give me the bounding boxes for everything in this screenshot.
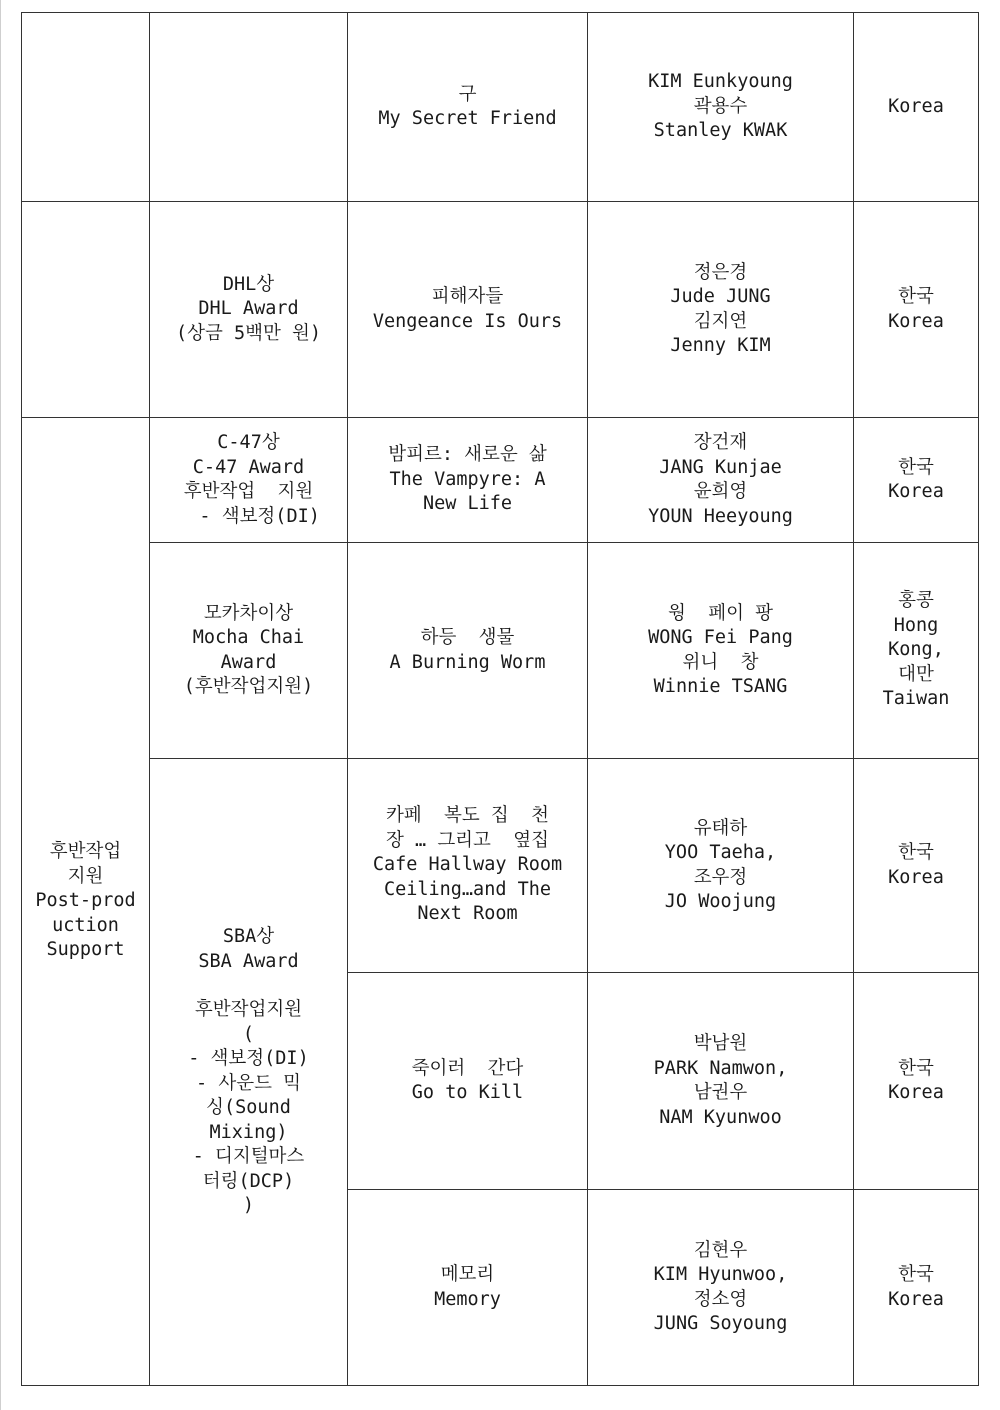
table-row (22, 418, 979, 543)
film-line: 죽이러 간다 (411, 1057, 524, 1079)
film-cell (348, 418, 588, 543)
country-line: 대만 (898, 663, 934, 685)
country-line: Korea (888, 1082, 944, 1103)
award-cell (150, 202, 348, 418)
country-cell (854, 759, 979, 973)
director-cell (588, 759, 854, 973)
director-line: 김현우 (693, 1239, 748, 1261)
category-line: 지원 (67, 865, 104, 887)
film-line: Ceiling…and The (383, 878, 552, 900)
director-line: YOO Taeha, (664, 842, 777, 863)
director-line: 정소영 (693, 1288, 748, 1310)
award-cell (150, 13, 348, 202)
director-line: 윤희영 (693, 481, 748, 502)
country-cell (854, 418, 979, 543)
award-line: (후반작업지원) (183, 676, 314, 697)
award-line: C-47상 (217, 432, 280, 453)
category-cell (22, 13, 150, 202)
director-cell (588, 543, 854, 759)
award-line: 모카차이상 (203, 602, 294, 624)
film-title-ko: 구 (458, 83, 477, 105)
country-line: 홍콩 (898, 590, 934, 612)
film-title-ko: 피해자들 (431, 286, 504, 307)
award-line: 후반작업지원 (194, 999, 303, 1021)
country-line: 한국 (898, 842, 934, 863)
director-line: 남권우 (693, 1082, 748, 1103)
table-row (22, 13, 979, 202)
table-row (22, 759, 979, 973)
director-line: PARK Namwon, (653, 1057, 788, 1079)
film-cell (348, 543, 588, 759)
award-line: 후반작업 지원 (183, 481, 314, 502)
director-line: JO Woojung (664, 891, 777, 912)
film-cell (348, 202, 588, 418)
director-line: 조우정 (693, 866, 748, 888)
director-cell (588, 1190, 854, 1386)
director-line: JANG Kunjae (659, 456, 782, 478)
film-line: Memory (434, 1288, 501, 1310)
director-line: 웡 페이 팡 (668, 602, 773, 624)
country-line: Korea (888, 310, 944, 332)
award-line: SBA Award (198, 950, 299, 972)
director-cell (588, 13, 854, 202)
director-line: YOUN Heeyoung (648, 505, 793, 527)
film-line: The Vampyre: A (389, 468, 546, 490)
award-line: 터링(DCP) (202, 1170, 295, 1192)
award-cell (150, 418, 348, 543)
award-name-ko: DHL상 (222, 273, 275, 295)
film-line: 장 … 그리고 옆집 (386, 829, 549, 851)
film-line: Next Room (417, 903, 518, 925)
film-line: Cafe Hallway Room (372, 854, 563, 876)
film-cell (348, 13, 588, 202)
award-cell (150, 759, 348, 1386)
director-line: Jude JUNG (670, 286, 771, 307)
director-line: KIM Hyunwoo, (653, 1264, 788, 1285)
table-row (22, 543, 979, 759)
country-line: 한국 (898, 286, 934, 307)
film-cell (348, 759, 588, 973)
award-line: Award (220, 651, 277, 673)
director-cell (588, 418, 854, 543)
film-line: 하등 생물 (420, 627, 515, 648)
country-line: Taiwan (882, 688, 950, 710)
page-edge (0, 0, 1, 1410)
director-line: 위니 창 (682, 651, 759, 673)
category-line: Support (46, 939, 125, 961)
film-title-en: Vengeance Is Ours (372, 310, 563, 332)
country-cell (854, 543, 979, 759)
country-line: Hong (893, 614, 939, 636)
country-line: 한국 (898, 1057, 934, 1079)
country-cell (854, 13, 979, 202)
award-line: - 색보정(DI) (177, 505, 320, 527)
film-line: A Burning Worm (389, 651, 546, 673)
category-line: uction (52, 914, 119, 936)
film-line: 메모리 (440, 1264, 495, 1285)
award-line: - 색보정(DI) (188, 1048, 309, 1070)
category-line: Post-prod (35, 890, 136, 912)
award-line: Mocha Chai (192, 627, 305, 648)
director-line: NAM Kyunwoo (659, 1106, 782, 1128)
country-line: Korea (888, 866, 944, 888)
film-line: 밤피르: 새로운 삶 (388, 444, 547, 466)
director-line: JUNG Soyoung (653, 1313, 788, 1334)
award-name-en: DHL Award (198, 298, 299, 320)
director-line: 유태하 (693, 817, 748, 839)
category-cell (22, 202, 150, 418)
film-line: 카페 복도 집 천 (386, 805, 549, 827)
director-line: Jenny KIM (670, 335, 771, 356)
award-line: C-47 Award (192, 456, 305, 478)
film-cell (348, 1190, 588, 1386)
category-cell (22, 418, 150, 1386)
director-line: KIM Eunkyoung (648, 71, 793, 93)
country-line: Korea (888, 481, 944, 502)
award-line: ( (242, 1023, 255, 1045)
film-title-en: My Secret Friend (378, 108, 557, 129)
country-line: Korea (888, 1288, 944, 1310)
director-line: 장건재 (693, 432, 748, 453)
director-line: Winnie TSANG (653, 676, 788, 697)
country-line: 한국 (898, 1264, 934, 1285)
award-line: Mixing) (209, 1121, 288, 1143)
country-cell (854, 202, 979, 418)
country-line: Korea (888, 95, 944, 117)
table-row (22, 202, 979, 418)
award-line: - 디지털마스 (192, 1146, 305, 1168)
director-line: 곽용수 (693, 95, 748, 117)
director-line: Stanley KWAK (653, 120, 788, 142)
country-line: 한국 (898, 456, 934, 478)
director-line: 정은경 (693, 261, 748, 283)
film-cell (348, 973, 588, 1190)
award-gap (154, 974, 343, 998)
country-cell (854, 1190, 979, 1386)
award-line: SBA상 (222, 926, 275, 948)
award-line: 싱(Sound (206, 1097, 291, 1119)
director-line: WONG Fei Pang (648, 627, 793, 648)
category-line: 후반작업 (49, 841, 122, 863)
award-prize: (상금 5백만 원) (175, 322, 322, 344)
award-line: - 사운드 믹 (196, 1072, 301, 1094)
director-line: 박남원 (693, 1033, 748, 1054)
director-cell (588, 973, 854, 1190)
film-line: New Life (422, 493, 513, 515)
country-cell (854, 973, 979, 1190)
country-line: Kong, (888, 639, 944, 661)
award-table (21, 12, 979, 1386)
film-line: Go to Kill (411, 1082, 524, 1103)
director-line: 김지연 (693, 310, 748, 332)
award-cell (150, 543, 348, 759)
director-cell (588, 202, 854, 418)
award-line: ) (242, 1195, 255, 1217)
